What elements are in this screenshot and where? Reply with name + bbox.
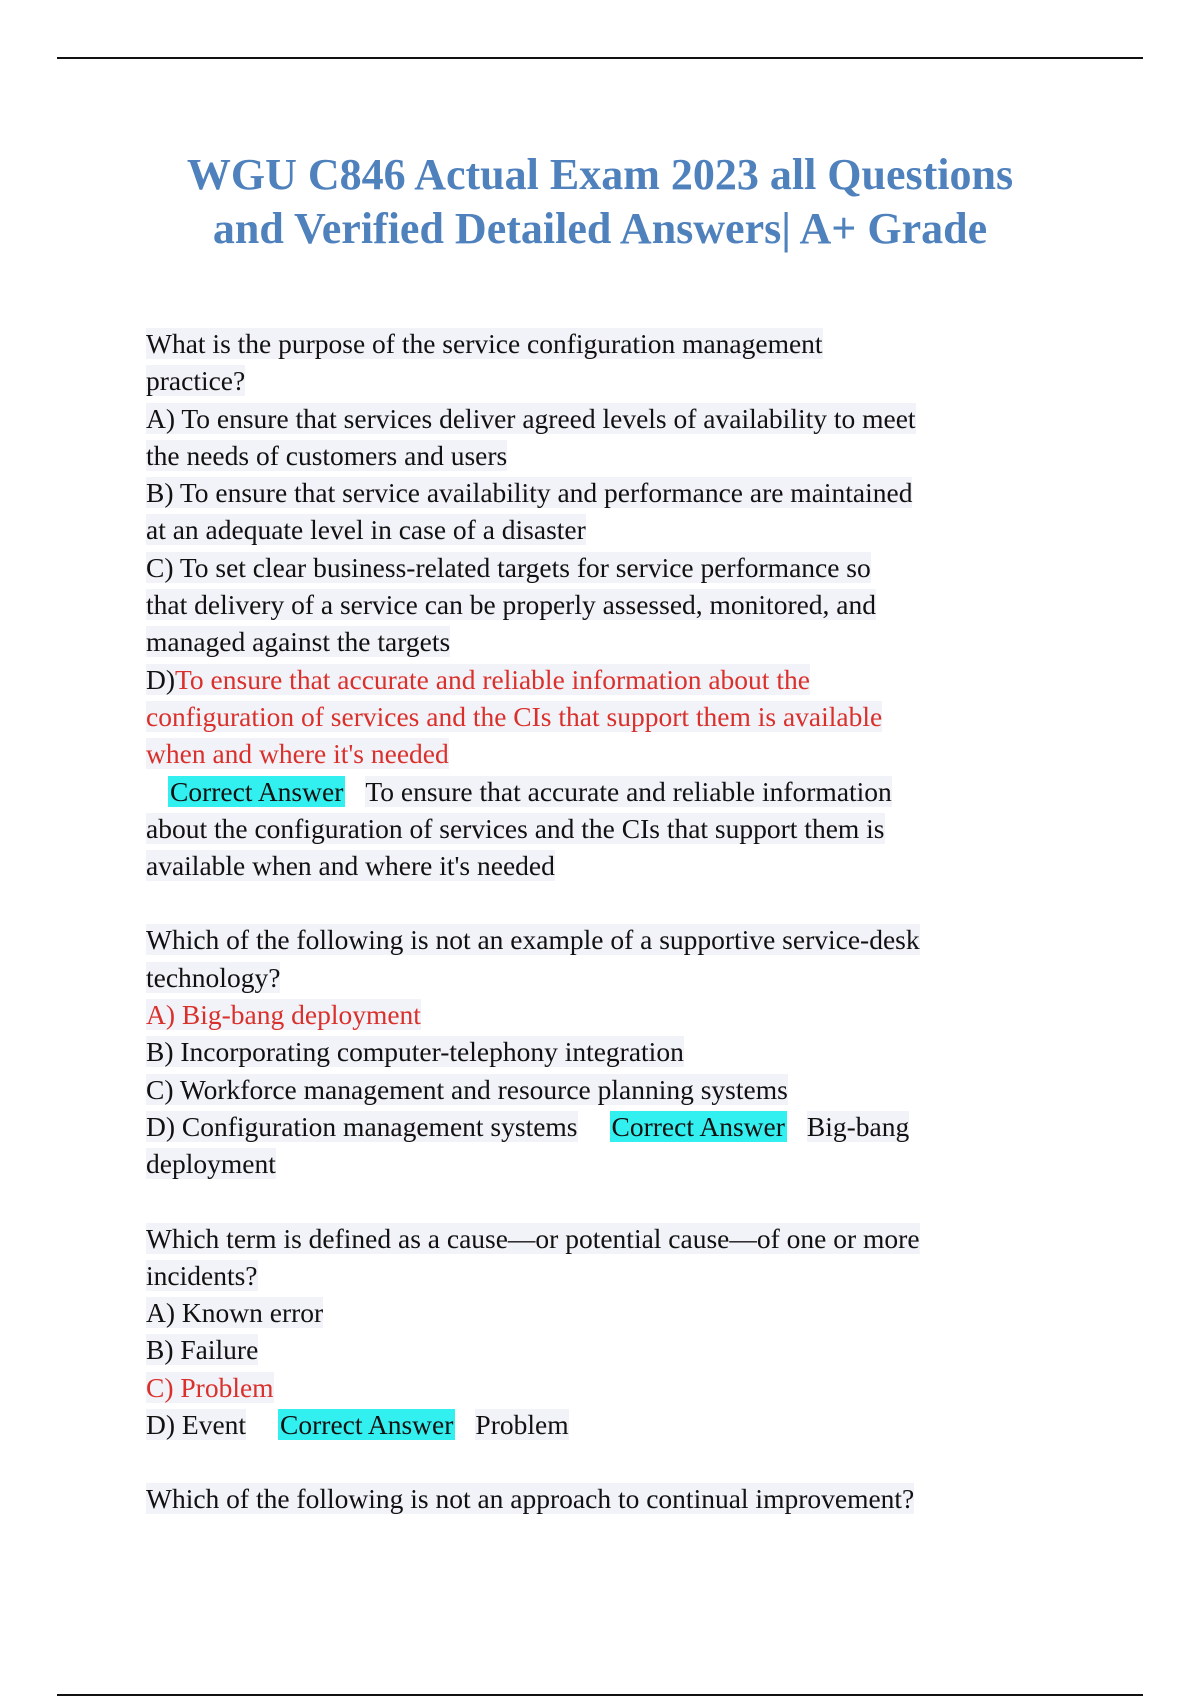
- correct-answer-line: Correct Answer To ensure that accurate and reliable information: [170, 775, 892, 807]
- option-a: A) To ensure that services deliver agreed levels of availability to meet: [146, 402, 916, 434]
- page-title: [120, 148, 1080, 256]
- option-b: B) To ensure that service availability and performance are maintained: [146, 477, 913, 509]
- option-d-correct: configuration of services and the CIs that support them is available: [146, 700, 883, 732]
- title-line-1: WGU C846 Actual Exam 2023 all Questions: [186, 150, 1014, 199]
- option-d-correct: D)To ensure that accurate and reliable information about the: [146, 663, 810, 695]
- option-b: B) Incorporating computer-telephony integration: [146, 1036, 684, 1068]
- question-text: Which of the following is not an approach to continual improvement?: [146, 1483, 915, 1515]
- question-block-2: [146, 921, 1066, 1182]
- question-text: technology?: [146, 961, 281, 993]
- question-block-4: [146, 1480, 1066, 1517]
- option-d: D) Configuration management systems Correct Answer Big-bang: [146, 1110, 910, 1142]
- question-block-3: [146, 1220, 1066, 1444]
- option-b: B) Failure: [146, 1334, 259, 1366]
- option-c: C) Workforce management and resource planning systems: [146, 1073, 788, 1105]
- question-text: practice?: [146, 365, 246, 397]
- option-c: C) To set clear business-related targets for service performance so: [146, 551, 871, 583]
- option-c: that delivery of a service can be properly assessed, monitored, and: [146, 589, 877, 621]
- title-line-2: and Verified Detailed Answers| A+ Grade: [212, 204, 988, 253]
- question-block-1: [146, 325, 1066, 884]
- option-a: the needs of customers and users: [146, 439, 508, 471]
- footer-rule: [57, 1694, 1143, 1696]
- correct-answer-badge: Correct Answer: [280, 1409, 454, 1441]
- question-text: incidents?: [146, 1259, 258, 1291]
- question-text: What is the purpose of the service configuration management: [146, 328, 823, 359]
- option-a-correct: A) Big-bang deployment: [146, 999, 421, 1031]
- option-d-correct: when and where it's needed: [146, 738, 449, 770]
- document-body: [146, 325, 1066, 1518]
- question-text: Which of the following is not an example of a supportive service-desk: [146, 924, 920, 956]
- correct-answer-text: deployment: [146, 1148, 276, 1180]
- question-text: Which term is defined as a cause—or potential cause—of one or more: [146, 1222, 920, 1254]
- header-rule: [57, 57, 1143, 59]
- correct-answer-badge: Correct Answer: [170, 775, 344, 807]
- option-c: managed against the targets: [146, 626, 451, 658]
- correct-answer-text: about the configuration of services and the CIs that support them is: [146, 812, 885, 844]
- option-c-correct: C) Problem: [146, 1371, 274, 1403]
- option-d: D) Event Correct Answer Problem: [146, 1409, 569, 1441]
- option-b: at an adequate level in case of a disaster: [146, 514, 586, 546]
- correct-answer-text: available when and where it's needed: [146, 850, 555, 882]
- correct-answer-badge: Correct Answer: [611, 1110, 785, 1142]
- option-a: A) Known error: [146, 1297, 324, 1329]
